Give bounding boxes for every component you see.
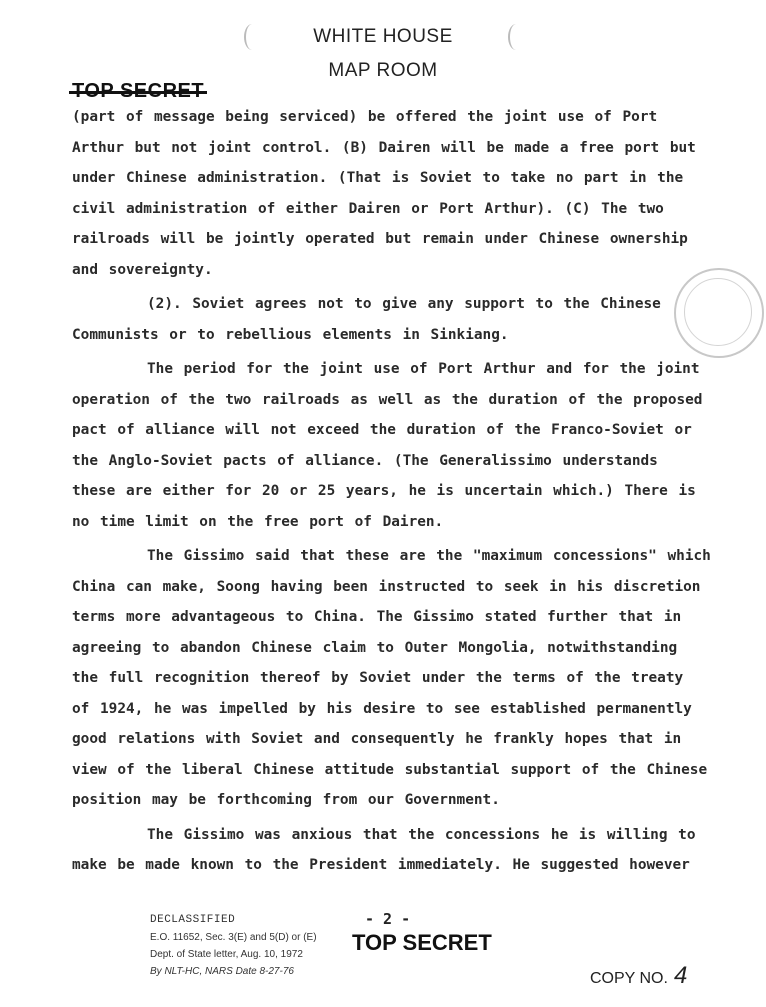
text-line: position may be forthcoming from our Government.: [72, 792, 500, 808]
declassification-stamp: [150, 912, 317, 980]
text-line: Communists or to rebellious elements in Sinkiang.: [72, 326, 509, 343]
declass-letter-line: Dept. of State letter, Aug. 10, 1972: [150, 949, 303, 960]
text-line: no time limit on the free port of Dairen.: [72, 513, 444, 530]
text-line: The period for the joint use of Port Arthur and for the joint: [147, 361, 700, 377]
text-line: make be made known to the President immediately. He suggested however: [72, 857, 690, 873]
declass-signature-line: By NLT-HC, NARS Date 8-27-76: [150, 966, 294, 977]
header-white-house: WHITE HOUSE: [313, 26, 453, 47]
top-secret-stamp-bottom: TOP SECRET: [352, 930, 492, 955]
copy-number: [590, 962, 687, 990]
text-line: of 1924, he was impelled by his desire to see established permanently: [72, 700, 692, 717]
text-line: (2). Soviet agrees not to give any support to the Chinese: [147, 296, 661, 312]
copy-number-value: 4: [673, 962, 688, 989]
text-line: operation of the two railroads as well as the duration of the proposed: [72, 391, 703, 408]
text-line: civil administration of either Dairen or Port Arthur). (C) The two: [72, 200, 664, 217]
text-line: Arthur but not joint control. (B) Dairen will be made a free port but: [72, 139, 696, 156]
text-line: The Gissimo was anxious that the concessions he is willing to: [147, 826, 696, 843]
strike-through-line: [69, 91, 207, 94]
text-line: good relations with Soviet and consequently he frankly hopes that in: [72, 731, 682, 747]
declassified-label: DECLASSIFIED: [150, 914, 236, 926]
text-line: pact of alliance will not exceed the duration of the Franco-Soviet or: [72, 422, 692, 438]
text-line: the Anglo-Soviet pacts of alliance. (The Generalissimo understands: [72, 452, 658, 469]
text-line: the full recognition thereof by Soviet under the terms of the treaty: [72, 670, 684, 686]
header-map-room: MAP ROOM: [328, 60, 438, 81]
paragraph: [72, 820, 762, 881]
page-number: - 2 -: [365, 910, 411, 928]
text-line: and sovereignty.: [72, 261, 213, 278]
text-line: China can make, Soong having been instructed to seek in his discretion: [72, 578, 701, 595]
text-line: railroads will be jointly operated but remain under Chinese ownership: [72, 231, 688, 247]
paragraph: [72, 102, 762, 285]
top-secret-stamp-struck: [72, 80, 204, 103]
text-line: The Gissimo said that these are the "maximum concessions" which: [147, 548, 711, 564]
text-line: these are either for 20 or 25 years, he is uncertain which.) There is: [72, 483, 696, 499]
paragraph: [72, 354, 762, 537]
paragraph: [72, 541, 762, 816]
text-line: terms more advantageous to China. The Gissimo stated further that in: [72, 609, 682, 625]
text-line: agreeing to abandon Chinese claim to Outer Mongolia, notwithstanding: [72, 639, 678, 656]
copy-number-label: COPY NO.: [590, 970, 668, 987]
document-body: [72, 102, 762, 881]
paragraph: [72, 289, 762, 350]
text-line: (part of message being serviced) be offered the joint use of Port: [72, 109, 658, 125]
declass-authority-line: E.O. 11652, Sec. 3(E) and 5(D) or (E): [150, 932, 317, 943]
text-line: view of the liberal Chinese attitude substantial support of the Chinese: [72, 761, 708, 778]
text-line: under Chinese administration. (That is Soviet to take no part in the: [72, 170, 684, 186]
